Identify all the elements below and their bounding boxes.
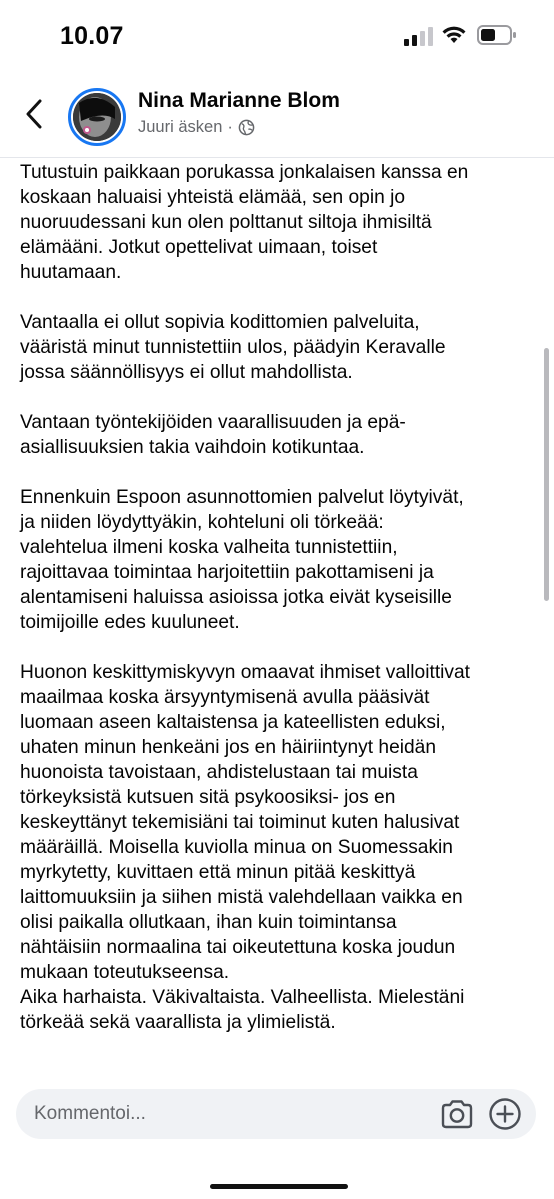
post-time[interactable]: Juuri äsken [138,118,223,136]
post-text-line: valehtelua ilmeni koska valheita tunnistettiin, [20,537,398,558]
post-text-line: alentamiseni haluissa asioissa jotka eivät kyseisille [20,587,452,608]
wifi-icon [441,23,467,45]
comment-box [16,1089,536,1139]
post-text-line: Huonon keskittymiskyvyn omaavat ihmiset valloittivat [20,662,471,683]
add-button[interactable] [488,1097,522,1131]
post-text-line: Vantaan työntekijöiden vaarallisuuden ja epä- [20,412,406,433]
post-text-line: Aika harhaista. Väkivaltaista. Valheellista. Mielestäni [20,987,465,1008]
post-text-line: huonoista tavoistaan, ahdistelustaan tai muista [20,762,418,783]
author-name[interactable]: Nina Marianne Blom [138,89,340,112]
post-text-line: määräillä. Moisella kuviolla minua on Suomessakin [20,837,453,858]
post-text-line: myrkytetty, kuvittaen että minun pitää keskittyä [20,862,416,883]
post-text-line: olisi paikalla ollutkaan, ihan kuin toimintansa [20,912,397,933]
scrollbar[interactable] [544,348,549,601]
post-meta [138,118,255,137]
post-text-line: nähtäisiin normaalina tai oikeutettuna koska joudun [20,937,456,958]
post-text-line: Tutustuin paikkaan porukassa jonkalaisen kanssa en [20,162,469,183]
post-text-line: mukaan toteutukseensa. [20,962,230,983]
header-divider [0,157,554,158]
post-text-line: nuoruudessani kun olen polttanut siltoja ihmisiltä [20,212,432,233]
battery-icon [477,24,517,46]
post-text-line: maailmaa koska ärsyyntymisenä avulla pääsivät [20,687,430,708]
post-text-line: Ennenkuin Espoon asunnottomien palvelut löytyivät, [20,487,464,508]
post-header [0,72,554,158]
camera-icon [440,1099,474,1129]
comment-composer [0,1072,554,1199]
post-text-line: toimijoille edes kuuluneet. [20,612,240,633]
back-button[interactable] [16,94,52,134]
post-text-line: asiallisuuksien takia vaihdoin kotikuntaa. [20,437,365,458]
paragraph-gap [20,285,544,310]
post-text-line: laittomuuksiin ja siihen mistä valehdellaan vaikka en [20,887,463,908]
post-text-line: elämääni. Jotkut opettelivat uimaan, toiset [20,237,378,258]
profile-photo [73,93,121,141]
paragraph-gap [20,635,544,660]
post-text-line: luomaan aseen kaltaistensa ja kateellisten eduksi, [20,712,446,733]
camera-button[interactable] [440,1099,474,1129]
plus-circle-icon [488,1097,522,1131]
comment-input[interactable] [34,1089,414,1139]
post-text-line: törkeää sekä vaarallista ja ylimielistä. [20,1012,336,1033]
post-text-line: jossa säännöllisyys ei ollut mahdollista. [20,362,353,383]
globe-icon [238,119,255,136]
avatar[interactable] [68,88,126,146]
post-text-line: keskeyttänyt tekemisiäni tai toiminut kuten halusivat [20,812,460,833]
meta-separator: · [227,118,233,136]
chevron-left-icon [24,98,44,130]
signal-icon [404,26,434,46]
paragraph-gap [20,460,544,485]
post-text-line: vääristä minut tunnistettiin ulos, päädyin Keravalle [20,337,446,358]
post-body [20,135,544,1035]
post-text-line: huutamaan. [20,262,122,283]
post-text-line: törkeyksistä kutsuen sitä psykoosiksi- jos en [20,787,396,808]
post-text-line: uhaten minun henkeäni jos en häiriintynyt heidän [20,737,437,758]
status-time: 10.07 [60,22,124,50]
paragraph-gap [20,385,544,410]
post-text-line: rajoittavaa toimintaa harjoitettiin pakottamiseni ja [20,562,434,583]
post-text-line: koskaan haluaisi yhteistä elämää, sen opin jo [20,187,406,208]
home-indicator [210,1184,348,1189]
post-text-line: ja niiden löydyttyäkin, kohteluni oli törkeää: [20,512,384,533]
status-bar [0,0,554,72]
post-text-line: Vantaalla ei ollut sopivia kodittomien palveluita, [20,312,420,333]
